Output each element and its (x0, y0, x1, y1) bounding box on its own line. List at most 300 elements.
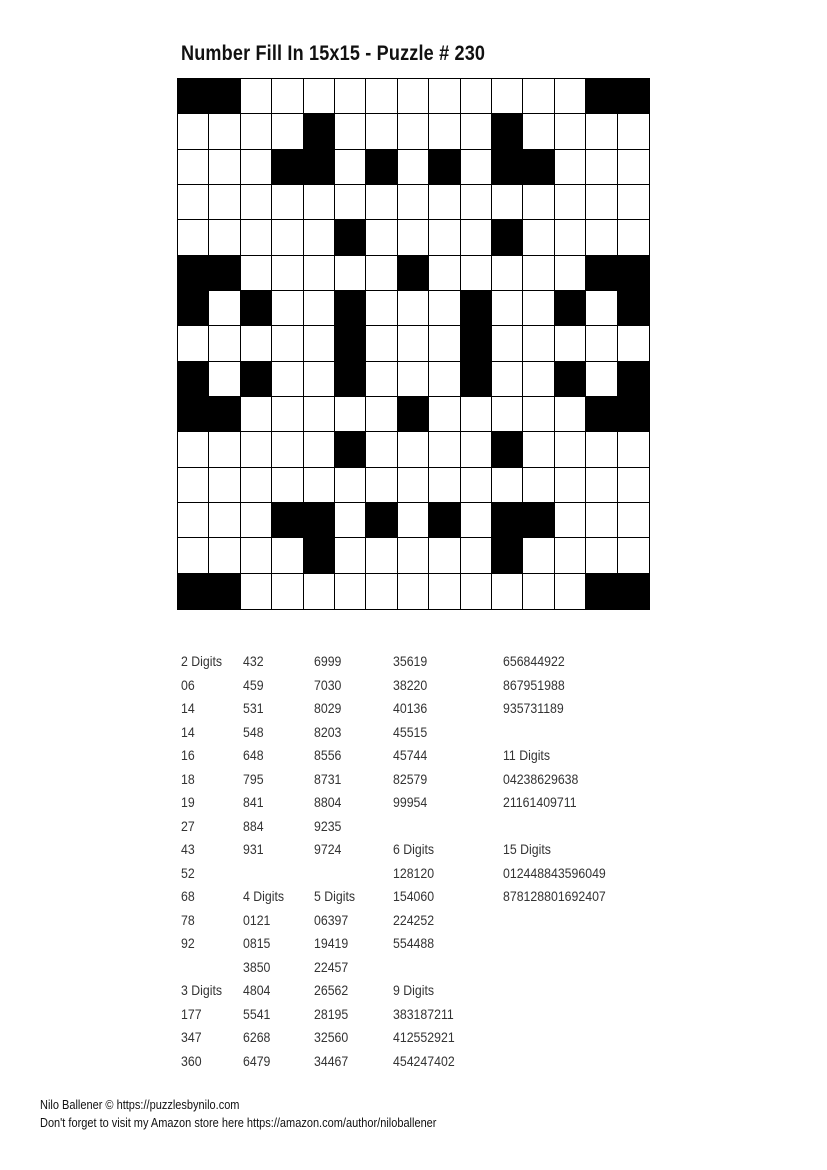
grid-cell[interactable] (209, 432, 240, 467)
puzzle-grid[interactable] (177, 78, 650, 610)
clue-column (243, 650, 290, 1073)
clue-number: 38220 (393, 676, 428, 693)
clue-number: 40136 (393, 700, 428, 716)
grid-cell[interactable] (241, 538, 272, 573)
grid-cell[interactable] (586, 538, 617, 573)
grid-cell[interactable] (555, 114, 586, 149)
grid-cell[interactable] (523, 256, 554, 291)
grid-cell[interactable] (492, 326, 523, 361)
clue-number: 8804 (314, 794, 342, 810)
clue-number: 22457 (314, 958, 349, 975)
grid-cell[interactable] (555, 256, 586, 291)
grid-cell[interactable] (335, 468, 366, 503)
grid-cell[interactable] (429, 574, 460, 609)
grid-cell[interactable] (523, 397, 554, 432)
black-cell (304, 503, 335, 538)
clue-number: 4804 (243, 982, 271, 998)
grid-cell[interactable] (304, 362, 335, 397)
clue-number: 656844922 (503, 653, 565, 669)
grid-cell[interactable] (335, 574, 366, 609)
grid-cell[interactable] (429, 79, 460, 114)
clue-number: 931 (243, 841, 264, 857)
black-cell (241, 362, 272, 397)
grid-cell[interactable] (461, 150, 492, 185)
grid-cell[interactable] (461, 256, 492, 291)
grid-cell[interactable] (178, 326, 209, 361)
grid-cell[interactable] (429, 397, 460, 432)
grid-cell[interactable] (241, 468, 272, 503)
grid-cell[interactable] (523, 574, 554, 609)
clue-number: 04238629638 (503, 770, 579, 787)
black-cell (618, 291, 649, 326)
clue-group-heading: 15 Digits (503, 841, 551, 857)
clue-spacer (243, 862, 284, 886)
grid-cell[interactable] (586, 326, 617, 361)
grid-cell[interactable] (304, 256, 335, 291)
grid-cell[interactable] (398, 326, 429, 361)
grid-cell[interactable] (429, 114, 460, 149)
grid-cell[interactable] (272, 256, 303, 291)
grid-cell[interactable] (398, 150, 429, 185)
grid-cell[interactable] (523, 220, 554, 255)
grid-cell[interactable] (272, 362, 303, 397)
grid-cell[interactable] (178, 220, 209, 255)
grid-cell[interactable] (523, 468, 554, 503)
grid-cell[interactable] (523, 114, 554, 149)
black-cell (178, 256, 209, 291)
grid-cell[interactable] (398, 291, 429, 326)
grid-cell[interactable] (272, 220, 303, 255)
grid-cell[interactable] (335, 503, 366, 538)
grid-cell[interactable] (272, 326, 303, 361)
black-cell (272, 150, 303, 185)
grid-cell[interactable] (618, 150, 649, 185)
grid-cell[interactable] (335, 185, 366, 220)
black-cell (618, 79, 649, 114)
grid-cell[interactable] (304, 79, 335, 114)
grid-cell[interactable] (272, 291, 303, 326)
clue-number: 21161409711 (503, 794, 577, 810)
grid-cell[interactable] (178, 432, 209, 467)
clue-number: 28195 (314, 1005, 349, 1022)
clue-number: 154060 (393, 888, 435, 904)
grid-cell[interactable] (398, 362, 429, 397)
grid-cell[interactable] (272, 432, 303, 467)
grid-cell[interactable] (618, 114, 649, 149)
clue-number: 554488 (393, 935, 435, 951)
clue-group-heading: 2 Digits (181, 653, 223, 669)
grid-cell[interactable] (366, 291, 397, 326)
grid-cell[interactable] (492, 291, 523, 326)
clue-number: 8556 (314, 747, 342, 763)
grid-cell[interactable] (523, 538, 554, 573)
grid-cell[interactable] (241, 326, 272, 361)
grid-cell[interactable] (523, 326, 554, 361)
black-cell (272, 503, 303, 538)
grid-cell[interactable] (304, 432, 335, 467)
grid-cell[interactable] (241, 114, 272, 149)
clue-number: 78 (181, 911, 195, 928)
grid-cell[interactable] (241, 79, 272, 114)
clue-number: 128120 (393, 864, 435, 881)
black-cell (398, 256, 429, 291)
clue-spacer (393, 815, 455, 839)
grid-cell[interactable] (272, 79, 303, 114)
black-cell (523, 150, 554, 185)
grid-cell[interactable] (586, 362, 617, 397)
black-cell (335, 432, 366, 467)
clue-number: 52 (181, 864, 195, 881)
black-cell (398, 397, 429, 432)
grid-cell[interactable] (555, 397, 586, 432)
grid-cell[interactable] (241, 397, 272, 432)
grid-cell[interactable] (366, 538, 397, 573)
clue-number: 06 (181, 676, 195, 693)
grid-cell[interactable] (492, 79, 523, 114)
clue-number: 454247402 (393, 1052, 455, 1069)
grid-cell[interactable] (555, 150, 586, 185)
black-cell (555, 362, 586, 397)
clue-number: 6479 (243, 1052, 271, 1069)
grid-cell[interactable] (555, 538, 586, 573)
grid-cell[interactable] (523, 362, 554, 397)
grid-cell[interactable] (241, 432, 272, 467)
clue-number: 795 (243, 770, 264, 787)
grid-cell[interactable] (555, 432, 586, 467)
grid-cell[interactable] (492, 362, 523, 397)
clue-column (393, 650, 463, 1073)
grid-cell[interactable] (429, 362, 460, 397)
grid-cell[interactable] (523, 291, 554, 326)
clue-number: 18 (181, 770, 195, 787)
grid-cell[interactable] (398, 503, 429, 538)
grid-cell[interactable] (586, 291, 617, 326)
grid-cell[interactable] (429, 256, 460, 291)
grid-cell[interactable] (209, 185, 240, 220)
grid-cell[interactable] (429, 468, 460, 503)
grid-cell[interactable] (178, 538, 209, 573)
grid-cell[interactable] (241, 574, 272, 609)
grid-cell[interactable] (618, 468, 649, 503)
clue-number: 0121 (243, 911, 271, 928)
grid-cell[interactable] (492, 468, 523, 503)
clue-number: 5541 (243, 1005, 271, 1022)
grid-cell[interactable] (241, 256, 272, 291)
grid-cell[interactable] (429, 220, 460, 255)
clue-number: 14 (181, 723, 195, 740)
clue-number: 878128801692407 (503, 888, 606, 904)
grid-cell[interactable] (618, 326, 649, 361)
grid-cell[interactable] (209, 150, 240, 185)
grid-cell[interactable] (398, 185, 429, 220)
grid-cell[interactable] (555, 79, 586, 114)
grid-cell[interactable] (241, 150, 272, 185)
clue-spacer (314, 862, 355, 886)
black-cell (492, 150, 523, 185)
grid-cell[interactable] (398, 79, 429, 114)
grid-cell[interactable] (555, 326, 586, 361)
grid-cell[interactable] (555, 220, 586, 255)
clue-number: 32560 (314, 1029, 349, 1045)
grid-cell[interactable] (272, 538, 303, 573)
grid-cell[interactable] (366, 114, 397, 149)
grid-cell[interactable] (272, 397, 303, 432)
black-cell (178, 574, 209, 609)
clue-number: 35619 (393, 653, 428, 669)
grid-cell[interactable] (398, 468, 429, 503)
grid-cell[interactable] (461, 503, 492, 538)
black-cell (492, 114, 523, 149)
clue-group-heading: 3 Digits (181, 982, 223, 998)
grid-cell[interactable] (272, 468, 303, 503)
clue-spacer (393, 956, 455, 980)
grid-cell[interactable] (586, 114, 617, 149)
grid-cell[interactable] (398, 574, 429, 609)
clue-number: 012448843596049 (503, 864, 606, 881)
clue-group-heading: 9 Digits (393, 982, 435, 998)
clue-number: 841 (243, 794, 264, 810)
grid-cell[interactable] (366, 432, 397, 467)
black-cell (178, 397, 209, 432)
black-cell (178, 79, 209, 114)
black-cell (304, 114, 335, 149)
grid-cell[interactable] (586, 468, 617, 503)
black-cell (429, 150, 460, 185)
black-cell (304, 150, 335, 185)
clue-group-heading: 4 Digits (243, 888, 285, 904)
grid-cell[interactable] (523, 432, 554, 467)
clue-group-heading: 6 Digits (393, 841, 435, 857)
clue-spacer (503, 815, 606, 839)
black-cell (366, 503, 397, 538)
clue-number: 347 (181, 1029, 202, 1045)
black-cell (618, 256, 649, 291)
grid-cell[interactable] (586, 220, 617, 255)
black-cell (523, 503, 554, 538)
grid-cell[interactable] (586, 150, 617, 185)
grid-cell[interactable] (555, 185, 586, 220)
grid-cell[interactable] (586, 185, 617, 220)
grid-cell[interactable] (272, 574, 303, 609)
grid-cell[interactable] (398, 114, 429, 149)
grid-cell[interactable] (178, 150, 209, 185)
grid-cell[interactable] (335, 397, 366, 432)
grid-cell[interactable] (461, 538, 492, 573)
clue-number: 99954 (393, 794, 428, 810)
black-cell (618, 362, 649, 397)
grid-cell[interactable] (429, 185, 460, 220)
grid-cell[interactable] (366, 362, 397, 397)
grid-cell[interactable] (209, 538, 240, 573)
clue-spacer (181, 956, 222, 980)
clue-number: 06397 (314, 911, 349, 928)
grid-cell[interactable] (304, 326, 335, 361)
black-cell (492, 503, 523, 538)
grid-cell[interactable] (366, 79, 397, 114)
grid-cell[interactable] (523, 79, 554, 114)
clue-number: 7030 (314, 676, 342, 693)
grid-cell[interactable] (304, 220, 335, 255)
black-cell (492, 432, 523, 467)
grid-cell[interactable] (366, 220, 397, 255)
grid-cell[interactable] (335, 256, 366, 291)
grid-cell[interactable] (523, 185, 554, 220)
grid-cell[interactable] (461, 220, 492, 255)
black-cell (461, 326, 492, 361)
grid-cell[interactable] (555, 503, 586, 538)
grid-cell[interactable] (586, 503, 617, 538)
clue-number: 82579 (393, 770, 428, 787)
footer (40, 1096, 436, 1132)
clue-number: 8029 (314, 700, 342, 716)
clue-number: 9724 (314, 841, 342, 857)
grid-cell[interactable] (366, 468, 397, 503)
grid-cell[interactable] (304, 574, 335, 609)
grid-cell[interactable] (398, 538, 429, 573)
black-cell (209, 574, 240, 609)
grid-cell[interactable] (178, 503, 209, 538)
grid-cell[interactable] (461, 397, 492, 432)
grid-cell[interactable] (618, 503, 649, 538)
black-cell (618, 397, 649, 432)
clue-number: 19 (181, 794, 195, 810)
clue-number: 45515 (393, 723, 428, 740)
black-cell (335, 291, 366, 326)
page-title: Number Fill In 15x15 - Puzzle # 230 (181, 42, 486, 65)
grid-cell[interactable] (304, 185, 335, 220)
grid-cell[interactable] (586, 432, 617, 467)
grid-cell[interactable] (461, 432, 492, 467)
clue-column (314, 650, 361, 1073)
clue-number: 34467 (314, 1052, 349, 1069)
clue-number: 867951988 (503, 676, 565, 693)
grid-cell[interactable] (398, 220, 429, 255)
grid-cell[interactable] (398, 432, 429, 467)
grid-cell[interactable] (618, 185, 649, 220)
clue-number: 6268 (243, 1029, 271, 1045)
clue-number: 8731 (314, 770, 342, 787)
clue-number: 432 (243, 653, 264, 669)
black-cell (209, 79, 240, 114)
grid-cell[interactable] (209, 468, 240, 503)
grid-cell[interactable] (304, 397, 335, 432)
black-cell (209, 256, 240, 291)
grid-cell[interactable] (366, 397, 397, 432)
grid-cell[interactable] (461, 114, 492, 149)
grid-cell[interactable] (618, 538, 649, 573)
grid-cell[interactable] (209, 326, 240, 361)
grid-cell[interactable] (272, 114, 303, 149)
grid-cell[interactable] (304, 468, 335, 503)
black-cell (586, 256, 617, 291)
black-cell (241, 291, 272, 326)
grid-cell[interactable] (618, 432, 649, 467)
grid-cell[interactable] (492, 185, 523, 220)
clue-number: 9235 (314, 817, 342, 834)
grid-cell[interactable] (335, 150, 366, 185)
clue-number: 360 (181, 1052, 202, 1069)
black-cell (461, 362, 492, 397)
grid-cell[interactable] (366, 185, 397, 220)
clue-number: 177 (181, 1005, 202, 1022)
grid-cell[interactable] (555, 574, 586, 609)
grid-cell[interactable] (241, 503, 272, 538)
grid-cell[interactable] (178, 185, 209, 220)
grid-cell[interactable] (429, 291, 460, 326)
grid-cell[interactable] (492, 397, 523, 432)
grid-cell[interactable] (618, 220, 649, 255)
black-cell (586, 79, 617, 114)
grid-cell[interactable] (272, 185, 303, 220)
clue-number: 3850 (243, 958, 271, 975)
grid-cell[interactable] (429, 326, 460, 361)
clue-group-heading: 5 Digits (314, 888, 356, 904)
grid-cell[interactable] (209, 291, 240, 326)
clue-number: 68 (181, 888, 195, 904)
grid-cell[interactable] (429, 432, 460, 467)
grid-cell[interactable] (461, 185, 492, 220)
clue-number: 26562 (314, 982, 349, 998)
grid-cell[interactable] (492, 256, 523, 291)
clue-number: 14 (181, 700, 195, 716)
clue-number: 45744 (393, 747, 428, 763)
clue-number: 459 (243, 676, 264, 693)
grid-cell[interactable] (555, 468, 586, 503)
black-cell (461, 291, 492, 326)
clue-column (503, 650, 620, 909)
clue-number: 531 (243, 700, 264, 716)
grid-cell[interactable] (335, 79, 366, 114)
clue-number: 19419 (314, 935, 349, 951)
clue-number: 935731189 (503, 700, 564, 716)
grid-cell[interactable] (178, 468, 209, 503)
black-cell (335, 220, 366, 255)
black-cell (178, 362, 209, 397)
grid-cell[interactable] (492, 574, 523, 609)
grid-cell[interactable] (209, 503, 240, 538)
grid-cell[interactable] (461, 468, 492, 503)
grid-cell[interactable] (335, 538, 366, 573)
grid-cell[interactable] (304, 291, 335, 326)
grid-cell[interactable] (429, 538, 460, 573)
black-cell (304, 538, 335, 573)
black-cell (366, 150, 397, 185)
grid-cell[interactable] (461, 574, 492, 609)
grid-cell[interactable] (366, 574, 397, 609)
grid-cell[interactable] (366, 256, 397, 291)
grid-cell[interactable] (366, 326, 397, 361)
grid-cell[interactable] (209, 362, 240, 397)
clue-number: 548 (243, 723, 264, 740)
grid-cell[interactable] (335, 114, 366, 149)
clue-group-heading: 11 Digits (503, 747, 551, 763)
clue-number: 16 (181, 747, 195, 763)
clue-number: 27 (181, 817, 195, 834)
footer-credit: Nilo Ballener © https://puzzlesbynilo.com (40, 1098, 240, 1112)
clue-number: 8203 (314, 723, 342, 740)
grid-cell[interactable] (461, 79, 492, 114)
grid-cell[interactable] (241, 185, 272, 220)
black-cell (335, 326, 366, 361)
grid-cell[interactable] (178, 114, 209, 149)
black-cell (335, 362, 366, 397)
black-cell (492, 220, 523, 255)
grid-cell[interactable] (241, 220, 272, 255)
clue-number: 884 (243, 817, 264, 834)
clue-column (181, 650, 228, 1073)
grid-cell[interactable] (209, 114, 240, 149)
grid-cell[interactable] (209, 220, 240, 255)
